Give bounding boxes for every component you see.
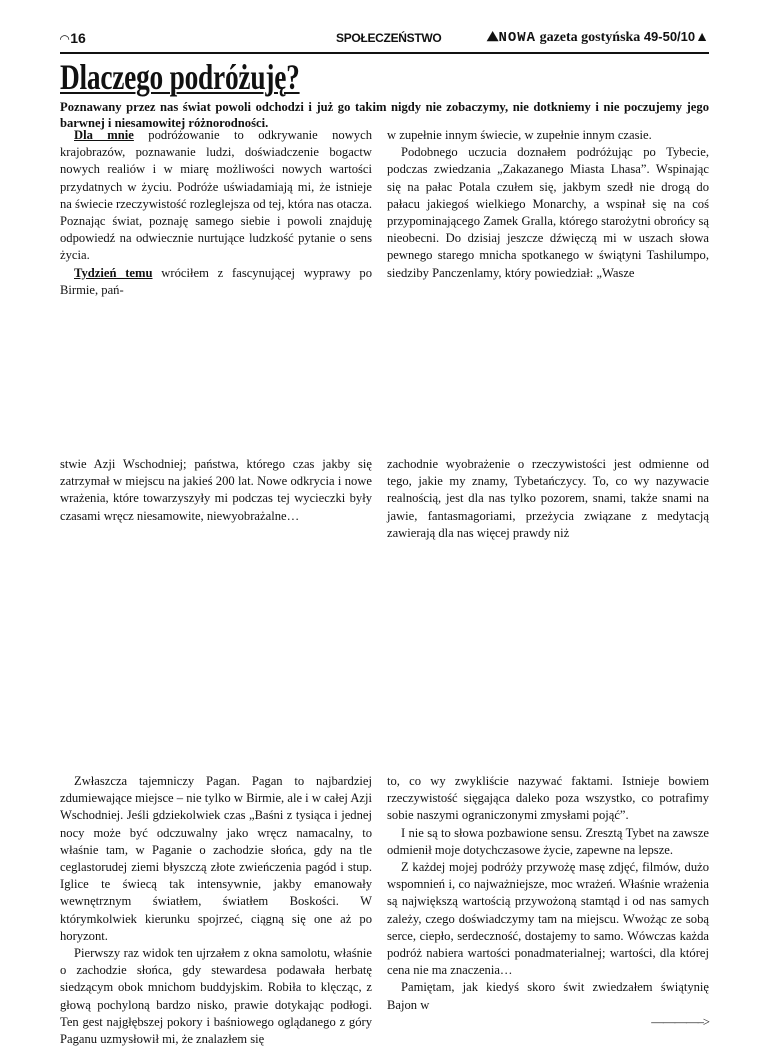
article-title: Dlaczego podróżuję? — [60, 57, 300, 97]
paragraph: stwie Azji Wschodniej; państwa, którego czas jakby się zatrzymał w miejscu na jakieś 200 lat. Nowe odkrycia i nowe wrażenia, które towarzyszyły mi podczas tej wycieczki były czasami wręcz niesamowite, niewyobrażalne… — [60, 457, 372, 523]
paragraph: Tydzień temu wróciłem z fascynującej wyprawy po Birmie, pań- — [60, 265, 372, 297]
header-divider — [60, 52, 709, 54]
column-right-block-3 — [387, 773, 709, 1031]
paragraph: zachodnie wyobrażenie o rzeczywistości jest odmienne od tego, jakie my znamy, Tybetańczycy. To, co wy nazywacie realnością, jest dla nas tylko pozorem, snami, także snami na jawie, fantasmagoriami, przeżycia związane z medytacją zawierają dla nas więcej prawdy niż — [387, 457, 709, 540]
page-corner-icon: ◠ — [60, 32, 70, 46]
publication-name: gazeta gostyńska — [539, 30, 641, 45]
page-number: ◠16 — [60, 30, 86, 46]
paragraph: Pierwszy raz widok ten ujrzałem z okna samolotu, właśnie o zachodzie słońca, gdy stewardesa podawała herbatę siedzącym obok mnichom buddyjskim. Robiła to klęcząc, z głową pochyloną bardzo nisko, prawie dotykając podłogi. Ten gest najgłębszej pokory i baśniowego oglądanego z góry Paganu uzmysłowił mi, że znalazłem się — [60, 946, 372, 1047]
column-right-block-1 — [387, 127, 709, 282]
section-name: SPOŁECZEŃSTWO — [336, 31, 442, 45]
issue-number: 49-50/10 — [643, 29, 696, 44]
paragraph: Pamiętam, jak kiedyś skoro świt zwiedzałem świątynię Bajon w — [387, 980, 709, 1012]
column-right-block-2 — [387, 456, 709, 542]
paragraph: Podobnego uczucia doznałem podróżując po Tybecie, podczas zwiedzania „Zakazanego Miasta Lhasa”. Wspinając się na pałac Potala czułem się, jakbym szedł nie drogą do pałacu jakiegoś wielkiego Monarchy, a wspinał się na coś przypominającego Zamek Gralla, którego starożytni obrońcy są nieobecni. Do dzisiaj jeszcze dźwięczą mi w uszach słowa pewnego starego mnicha spotkanego w świątyni Tashilumpo, siedziby Panczenlamy, który powiedział: „Wasze — [387, 145, 709, 280]
paragraph: I nie są to słowa pozbawione sensu. Zresztą Tybet na zawsze odmienił moje dotychczasowe życie, zapewne na lepsze. — [387, 825, 709, 857]
column-left-block-2 — [60, 456, 372, 525]
paragraph: w zupełnie innym świecie, w zupełnie innym czasie. — [387, 128, 652, 142]
paragraph: Zwłaszcza tajemniczy Pagan. Pagan to najbardziej zdumiewające miejsce – nie tylko w Birmie, ale i w całej Azji Wschodniej. Jeśli gdziekolwiek czas „Baśni z tysiąca i jednej nocy może być odczuwalny jako wręcz namacalny, to właśnie tam, w Paganie o zachodzie słońca, gdy na tle ceglastorudej ziemi błyszczą złote zwieńczenia pagód i stup. Iglice te świecą tak intensywnie, jakby emanowały wewnętrznym światłem, światłem Boskości. W którymkolwiek kierunku spojrzeć, ciągną się one aż po horyzont. — [60, 774, 372, 943]
paragraph: Dla mnie podróżowanie to odkrywanie nowych krajobrazów, poznawanie ludzi, doświadczenie bogactw nowych realiów i w miarę możliwości nowych wartości przydatnych w życiu. Podróże uświadamiają mi, że istnieje na świecie rzeczywistość rozleglejsza od tej, która nas otacza. Poznając świat, poznaję samego siebie i powoli znajduję odpowiedź na odwiecznie nurtujące ludzkość pytanie o sens życia. — [60, 128, 372, 263]
continue-arrow: ————–> — [651, 1014, 709, 1029]
tree-icon-right: ▲ — [695, 30, 709, 45]
tree-icon: ⛰ — [486, 30, 499, 45]
column-left-block-1 — [60, 127, 372, 299]
publication-nowa: NOWA — [498, 30, 537, 46]
article-lead: Poznawany przez nas świat powoli odchodzi i już go takim nigdy nie zobaczymy, nie dotkniemy i nie poczujemy jego barwnej i niesamowitej różnorodności. — [60, 100, 709, 130]
paragraph: to, co wy zwykliście nazywać faktami. Istnieje bowiem rzeczywistość sięgająca daleko poza wszystko, co potrafimy sobie naszymi ograniczonymi zmysłami pojąć”. — [387, 774, 709, 823]
publication-masthead — [487, 29, 709, 46]
page-header — [60, 29, 709, 51]
column-left-block-3 — [60, 773, 372, 1048]
paragraph: Z każdej mojej podróży przywożę masę zdjęć, filmów, dużo wspomnień i, co najważniejsze, moc wrażeń. Właśnie wrażenia są największą wartością przywożoną stamtąd i od nas samych zależy, czego doświadczymy tam na miejscu. Wwożąc ze sobą serce, ciepło, serdeczność, dostajemy to samo. Wówczas każda podróż nabiera wartości ponadmaterialnej; wartości, dla której cena nie ma znaczenia… — [387, 860, 709, 978]
